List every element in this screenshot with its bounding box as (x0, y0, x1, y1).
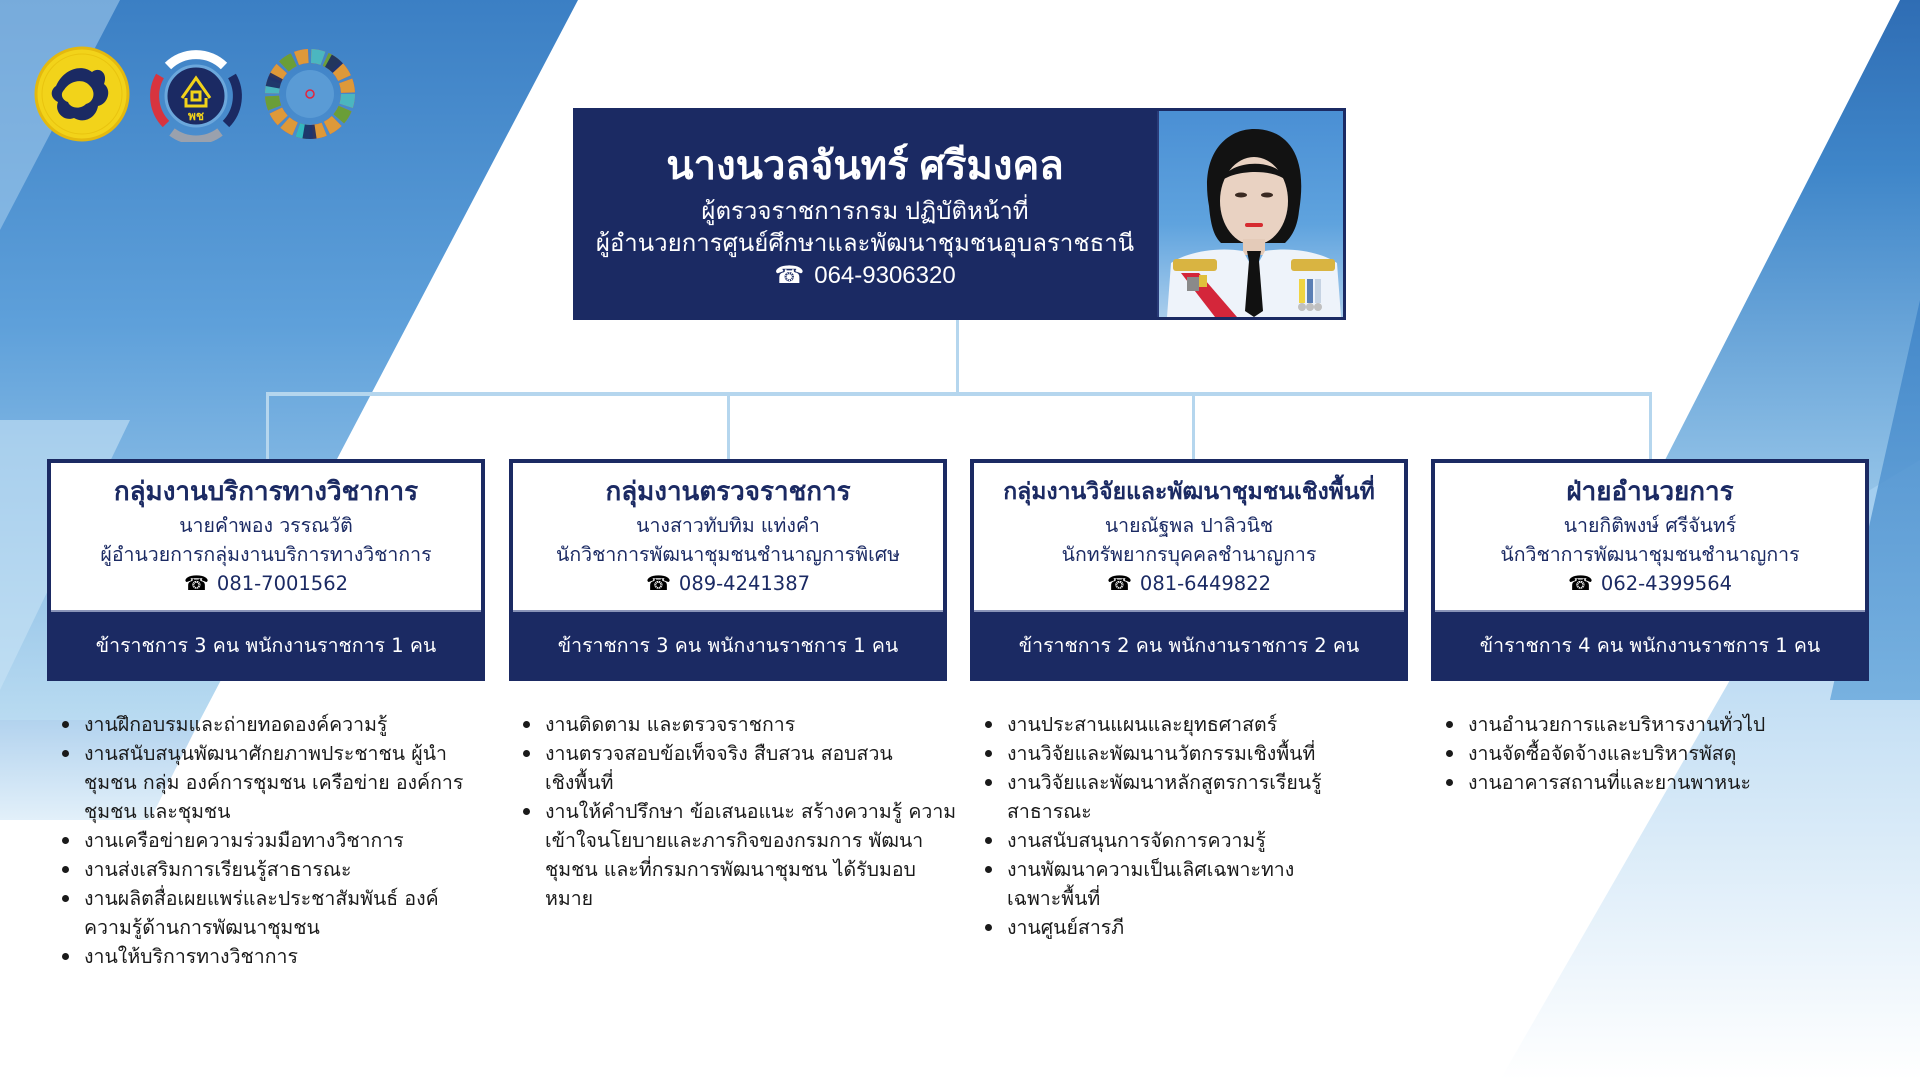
list-item: งานส่งเสริมการเรียนรู้สาธารณะ (48, 855, 488, 884)
bullet-icon (62, 721, 69, 728)
bullet-icon (985, 837, 992, 844)
connector-branch-4 (1649, 392, 1652, 459)
bullet-icon (1446, 750, 1453, 757)
list-item: งานฝึกอบรมและถ่ายทอดองค์ความรู้ (48, 710, 488, 739)
sdg-wheel-icon (262, 46, 358, 142)
list-item: งานอำนวยการและบริหารงานทั่วไป (1432, 710, 1872, 739)
director-info (573, 108, 1157, 320)
group-card-academic-services (47, 459, 485, 681)
director-card (573, 108, 1346, 320)
bullet-icon (985, 779, 992, 786)
bullet-icon (1446, 779, 1453, 786)
group-title: ฝ่ายอำนวยการ (1566, 476, 1734, 506)
director-position-line1: ผู้ตรวจราชการกรม ปฏิบัติหน้าที่ (701, 198, 1029, 225)
group-card-inspection (509, 459, 947, 681)
connector-branch-2 (727, 392, 730, 459)
group-title: กลุ่มงานตรวจราชการ (605, 476, 851, 506)
group-staff-count: ข้าราชการ 3 คน พนักงานราชการ 1 คน (557, 633, 899, 657)
bullet-icon (523, 808, 530, 815)
group-card-body (51, 463, 481, 612)
list-item: งานตรวจสอบข้อเท็จจริง สืบสวน สอบสวนเชิงพื้นที่ (509, 739, 899, 797)
connector-branch-3 (1192, 392, 1195, 459)
bullet-icon (62, 837, 69, 844)
group-head-name: นางสาวทับทิม แท่งคำ (636, 514, 820, 537)
group-phone (1107, 569, 1271, 598)
list-item: งานอาคารสถานที่และยานพาหนะ (1432, 768, 1872, 797)
group-head-position: ผู้อำนวยการกลุ่มงานบริการทางวิชาการ (100, 543, 432, 566)
group-card-administration (1431, 459, 1869, 681)
group-head-position: นักวิชาการพัฒนาชุมชนชำนาญการ (1500, 543, 1800, 566)
list-item: งานพัฒนาความเป็นเลิศเฉพาะทาง เฉพาะพื้นที่ (971, 855, 1351, 913)
bullet-icon (62, 953, 69, 960)
director-phone-number: 064-9306320 (814, 262, 956, 289)
group-head-name: นายณัฐพล ปาลิวนิช (1104, 514, 1274, 537)
duty-list-administration (1432, 710, 1872, 797)
duty-list-inspection (509, 710, 959, 913)
group-head-name: นายคำพอง วรรณวัติ (179, 514, 353, 537)
group-phone-number: 081-6449822 (1139, 572, 1272, 595)
list-item: งานประสานแผนและยุทธศาสตร์ (971, 710, 1391, 739)
svg-text:พช: พช (187, 109, 205, 123)
director-position-line2: ผู้อำนวยการศูนย์ศึกษาและพัฒนาชุมชนอุบลราชธานี (595, 230, 1135, 257)
duty-list-academic-services (48, 710, 488, 971)
thai-house-emblem-icon (148, 46, 244, 142)
bullet-icon (1446, 721, 1453, 728)
bullet-icon (985, 750, 992, 757)
group-card-body (1435, 463, 1865, 612)
group-title: กลุ่มงานบริการทางวิชาการ (113, 476, 419, 506)
bullet-icon (62, 866, 69, 873)
group-title: กลุ่มงานวิจัยและพัฒนาชุมชนเชิงพื้นที่ (1003, 478, 1375, 504)
list-item: งานให้บริการทางวิชาการ (48, 942, 488, 971)
group-phone (1568, 569, 1732, 598)
connector-trunk (956, 320, 959, 395)
group-phone-number: 062-4399564 (1600, 572, 1733, 595)
list-item: งานเครือข่ายความร่วมมือทางวิชาการ (48, 826, 488, 855)
connector-branch-1 (266, 392, 269, 459)
director-phone (774, 260, 955, 292)
bullet-icon (62, 750, 69, 757)
list-item: งานวิจัยและพัฒนานวัตกรรมเชิงพื้นที่ (971, 739, 1391, 768)
lion-seal-icon (34, 46, 130, 142)
list-item: งานจัดซื้อจัดจ้างและบริหารพัสดุ (1432, 739, 1872, 768)
group-staff-count: ข้าราชการ 3 คน พนักงานราชการ 1 คน (95, 633, 437, 657)
group-head-name: นายกิติพงษ์ ศรีจันทร์ (1563, 514, 1737, 537)
group-card-body (513, 463, 943, 612)
group-staff-count: ข้าราชการ 4 คน พนักงานราชการ 1 คน (1479, 633, 1821, 657)
director-photo (1157, 111, 1343, 317)
list-item: งานผลิตสื่อเผยแพร่และประชาสัมพันธ์ องค์ความรู้ด้านการพัฒนาชุมชน (48, 884, 448, 942)
phone-icon: ☎ (1106, 571, 1132, 595)
group-phone (184, 569, 348, 598)
phone-icon: ☎ (1567, 571, 1593, 595)
group-phone-number: 089-4241387 (678, 572, 811, 595)
list-item: งานวิจัยและพัฒนาหลักสูตรการเรียนรู้ สาธารณะ (971, 768, 1371, 826)
group-card-body (974, 463, 1404, 612)
bullet-icon (985, 924, 992, 931)
portrait-icon (1159, 111, 1343, 317)
bullet-icon (62, 895, 69, 902)
bullet-icon (523, 721, 530, 728)
duty-list-research-development (971, 710, 1391, 942)
list-item: งานให้คำปรึกษา ข้อเสนอแนะ สร้างความรู้ ความเข้าใจนโยบายและภารกิจของกรมการ พัฒนาชุมชน และที่กรมการพัฒนาชุมชน ได้รับมอบหมาย (509, 797, 959, 913)
bullet-icon (985, 721, 992, 728)
phone-icon: ☎ (645, 571, 671, 595)
list-item: งานสนับสนุนการจัดการความรู้ (971, 826, 1391, 855)
bullet-icon (985, 866, 992, 873)
phone-icon: ☎ (774, 262, 805, 289)
group-phone (646, 569, 810, 598)
group-staff-count: ข้าราชการ 2 คน พนักงานราชการ 2 คน (1018, 633, 1360, 657)
group-head-position: นักวิชาการพัฒนาชุมชนชำนาญการพิเศษ (556, 543, 900, 566)
group-card-research-development (970, 459, 1408, 681)
list-item: งานศูนย์สารภี (971, 913, 1391, 942)
logo-row (34, 46, 358, 142)
connector-horizontal (266, 392, 1652, 396)
list-item: งานติดตาม และตรวจราชการ (509, 710, 959, 739)
group-phone-number: 081-7001562 (216, 572, 349, 595)
phone-icon: ☎ (183, 571, 209, 595)
director-name: นางนวลจันทร์ ศรีมงคล (666, 144, 1064, 188)
list-item: งานสนับสนุนพัฒนาศักยภาพประชาชน ผู้นำชุมชน กลุ่ม องค์การชุมชน เครือข่าย องค์การชุมชน และชุมชน (48, 739, 468, 826)
bullet-icon (523, 750, 530, 757)
group-head-position: นักทรัพยากรบุคคลชำนาญการ (1061, 543, 1317, 566)
